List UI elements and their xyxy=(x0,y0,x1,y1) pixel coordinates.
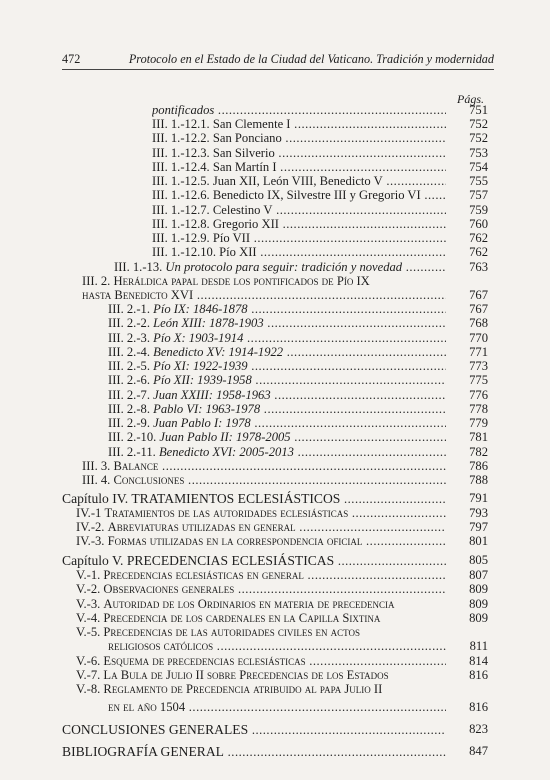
toc-entry-text: Un protocolo para seguir: tradición y novedad xyxy=(165,259,403,274)
toc-entry-text: Conclusiones xyxy=(113,472,185,487)
toc-entry-number: III. 2.-11. xyxy=(108,444,159,459)
toc-entry-number: IV.-3. xyxy=(76,534,108,549)
toc-entry-text: Benedicto IX, Silvestre III y Gregorio VI xyxy=(212,188,421,203)
toc-entry-text: hasta Benedicto XVI xyxy=(82,287,194,302)
toc-entry-text: Autoridad de los Ordinarios en materia de precedencia xyxy=(103,596,395,611)
toc-entry-page: 752 xyxy=(469,131,488,146)
toc-entry-number: III. 1.-12.6. xyxy=(152,188,213,203)
toc-entry-page: 801 xyxy=(469,534,488,549)
toc-entry-text: Pío XII: 1939-1958 xyxy=(153,373,252,388)
toc-entry-page: 760 xyxy=(469,216,488,231)
toc-entry-number: III. 3. xyxy=(82,458,114,473)
toc-entry-number: III. 2.-1. xyxy=(108,302,154,317)
toc-entry-text: Pío XI: 1922-1939 xyxy=(153,359,248,374)
toc-entry-number: V.-5. xyxy=(76,625,104,640)
toc-entry-page: 809 xyxy=(469,596,488,611)
toc-entry-number: III. 1.-12.7. xyxy=(152,202,213,217)
toc-entry-text: Pío IX: 1846-1878 xyxy=(153,302,248,317)
toc-entry-number: III. 2.-2. xyxy=(108,316,154,331)
toc-entry-text: Juan XXIII: 1958-1963 xyxy=(153,387,271,402)
toc-entry-page: 816 xyxy=(469,700,488,714)
toc-entry-page: 779 xyxy=(469,416,488,431)
toc-entry-text: La Bula de Julio II sobre Precedencias de los Estados xyxy=(103,667,389,682)
toc-entry-page: 791 xyxy=(469,490,488,505)
toc-entry-page: 759 xyxy=(469,202,488,217)
toc-entry-page: 809 xyxy=(469,610,488,625)
toc-entry xyxy=(108,699,488,716)
toc-entry-number: V.-7. xyxy=(76,667,104,682)
toc-entry-number: III. 2.-5. xyxy=(108,359,154,374)
toc-entry-page: 809 xyxy=(469,582,488,597)
toc-entry-number: IV.-1 xyxy=(76,505,105,520)
toc-entry-text: Tratamientos de las autoridades eclesiásticas xyxy=(104,505,349,520)
toc-entry-text: Celestino V xyxy=(212,202,273,217)
toc-entry-text: BIBLIOGRAFÍA GENERAL xyxy=(62,744,224,759)
toc-entry-title xyxy=(108,699,446,716)
toc-entry-number: III. 4. xyxy=(82,472,114,487)
toc-entry-page: 781 xyxy=(469,430,488,445)
toc-entry-page: 811 xyxy=(469,639,488,654)
toc-entry-text: Precedencias eclesiásticas en general xyxy=(103,568,304,583)
toc-entry-page: 751 xyxy=(469,103,488,117)
toc-entry-text: Reglamento de Precedencia atribuido al papa Julio II xyxy=(103,682,383,696)
toc-entry-text: Abreviaturas utilizadas en general xyxy=(107,520,296,535)
toc-entry-page: 807 xyxy=(469,568,488,583)
toc-entry-text: Balance xyxy=(113,458,159,473)
toc-entry xyxy=(62,721,488,738)
toc-entry-text: Capítulo V. PRECEDENCIAS ECLESIÁSTICAS xyxy=(62,553,335,569)
toc-entry-text: CONCLUSIONES GENERALES xyxy=(62,722,249,737)
toc-entry-number: III. 2.-3. xyxy=(108,330,154,345)
toc-entry-page: 823 xyxy=(469,722,488,736)
toc-entry-page: 771 xyxy=(469,344,488,359)
toc-entry-number: III. 2.-6. xyxy=(108,373,154,388)
toc-entry-text: León XIII: 1878-1903 xyxy=(153,316,264,331)
toc-entry-title xyxy=(62,743,446,761)
toc-entry-page: 754 xyxy=(469,159,488,174)
toc-entry-page: 757 xyxy=(469,188,488,203)
toc-entry-page: 805 xyxy=(469,553,488,568)
toc-entry xyxy=(76,681,488,698)
toc-entry-text: San Martín I xyxy=(212,159,277,174)
toc-entry-page: 767 xyxy=(469,302,488,317)
toc-entry-page: 753 xyxy=(469,145,488,160)
toc-entry-text: Pío X: 1903-1914 xyxy=(153,330,244,345)
toc-entry-number: III. 2. xyxy=(82,273,114,288)
toc-entry-title xyxy=(76,533,446,550)
toc-entry-number: III. 1.-12.4. xyxy=(152,159,213,174)
toc-entry-text: San Silverio xyxy=(212,145,275,160)
toc-entry-page: 793 xyxy=(469,505,488,520)
toc-entry-number: V.-3. xyxy=(76,596,104,611)
running-title: Protocolo en el Estado de la Ciudad del Vaticano. Tradición y modernidad xyxy=(128,52,494,66)
toc-entry-text: Juan Pablo II: 1978-2005 xyxy=(159,430,291,445)
toc-entry-page: 767 xyxy=(469,287,488,302)
toc-entry xyxy=(62,743,488,760)
toc-entry-text: Gregorio XII xyxy=(212,216,279,231)
toc-entry-title xyxy=(82,472,446,489)
toc-entry-text: San Clemente I xyxy=(212,117,291,132)
toc-entry-page: 786 xyxy=(469,458,488,473)
toc-entry-text: Capítulo IV. TRATAMIENTOS ECLESIÁSTICOS xyxy=(62,490,341,506)
toc-entry-text: en el año 1504 xyxy=(108,700,186,714)
toc-entry xyxy=(82,472,488,489)
toc-entry-text: religiosos católicos xyxy=(108,639,214,654)
toc-entry-number: III. 1.-12.2. xyxy=(152,131,213,146)
toc-entry-number: III. 1.-12.8. xyxy=(152,216,213,231)
toc-entry-text: Juan Pablo I: 1978 xyxy=(153,416,251,431)
toc-entry-number: III. 2.-9. xyxy=(108,416,154,431)
toc-entry-text: Observaciones generales xyxy=(103,582,235,597)
toc-entry-text: Benedicto XV: 1914-1922 xyxy=(153,344,284,359)
toc-entry-number: III. 1.-13. xyxy=(114,259,166,274)
toc-entry-number: III. 2.-10. xyxy=(108,430,160,445)
toc-entry-number: V.-1. xyxy=(76,568,104,583)
toc-entry-text: Benedicto XVI: 2005-2013 xyxy=(158,444,294,459)
toc-entry-title xyxy=(76,681,446,698)
toc-entry-number: III. 1.-12.1. xyxy=(152,117,213,132)
toc-entry-number: III. 1.-12.3. xyxy=(152,145,213,160)
toc-entry-number: III. 1.-12.10. xyxy=(152,245,220,260)
toc-entry-title xyxy=(62,721,446,739)
toc-entry-page: 788 xyxy=(469,472,488,487)
toc-entry-page: 762 xyxy=(469,245,488,260)
toc-entry-number: III. 2.-8. xyxy=(108,401,154,416)
toc-entry-page: 755 xyxy=(469,174,488,189)
toc-entry-page: 816 xyxy=(469,667,488,682)
toc-entry-text: pontificados xyxy=(152,103,215,117)
toc-entry-text: Precedencia de los cardenales en la Capilla Sixtina xyxy=(103,610,381,625)
page-number: 472 xyxy=(62,52,81,66)
toc-entry-page: 752 xyxy=(469,117,488,132)
toc-entry-text: Esquema de precedencias eclesiásticas xyxy=(103,653,306,668)
toc-entry-text: Heráldica papal desde los pontificados de Pío IX xyxy=(113,273,370,288)
toc-entry-text: Pablo VI: 1963-1978 xyxy=(153,401,261,416)
toc-entry-page: 763 xyxy=(469,259,488,274)
toc-entry xyxy=(76,533,488,550)
toc-entry-number: V.-8. xyxy=(76,682,104,696)
toc-entry-page: 770 xyxy=(469,330,488,345)
toc-entry-number: III. 1.-12.9. xyxy=(152,231,213,246)
toc-entry-page: 847 xyxy=(469,744,488,758)
toc-entry-text: Formas utilizadas en la correspondencia oficial xyxy=(107,534,363,549)
toc-entry-number: III. 2.-7. xyxy=(108,387,154,402)
toc-entry-page: 773 xyxy=(469,359,488,374)
toc-entry-number: III. 1.-12.5. xyxy=(152,174,213,189)
toc-entry-number: V.-6. xyxy=(76,653,104,668)
toc-entry-page: 768 xyxy=(469,316,488,331)
toc-entry-text: Juan XII, León VIII, Benedicto V xyxy=(212,174,383,189)
toc-entry-text: Pío XII xyxy=(219,245,257,260)
toc-entry-page: 775 xyxy=(469,373,488,388)
toc-entry-page: 797 xyxy=(469,520,488,535)
toc-entry-text: Pío VII xyxy=(212,231,251,246)
toc-entry-page: 778 xyxy=(469,401,488,416)
toc-entry-text: Precedencias de las autoridades civiles en actos xyxy=(103,625,360,640)
toc-entry-number: III. 2.-4. xyxy=(108,344,154,359)
toc-entry-page: 782 xyxy=(469,444,488,459)
toc-entry-number: V.-4. xyxy=(76,610,104,625)
toc-entry-page: 762 xyxy=(469,231,488,246)
toc-entry-number: V.-2. xyxy=(76,582,104,597)
toc-entry-page: 776 xyxy=(469,387,488,402)
toc-entry-page: 814 xyxy=(469,653,488,668)
toc-entry-text: San Ponciano xyxy=(212,131,282,146)
toc-entry-number: IV.-2. xyxy=(76,520,108,535)
pags-label: Págs. xyxy=(457,92,484,106)
header-rule xyxy=(62,69,494,70)
